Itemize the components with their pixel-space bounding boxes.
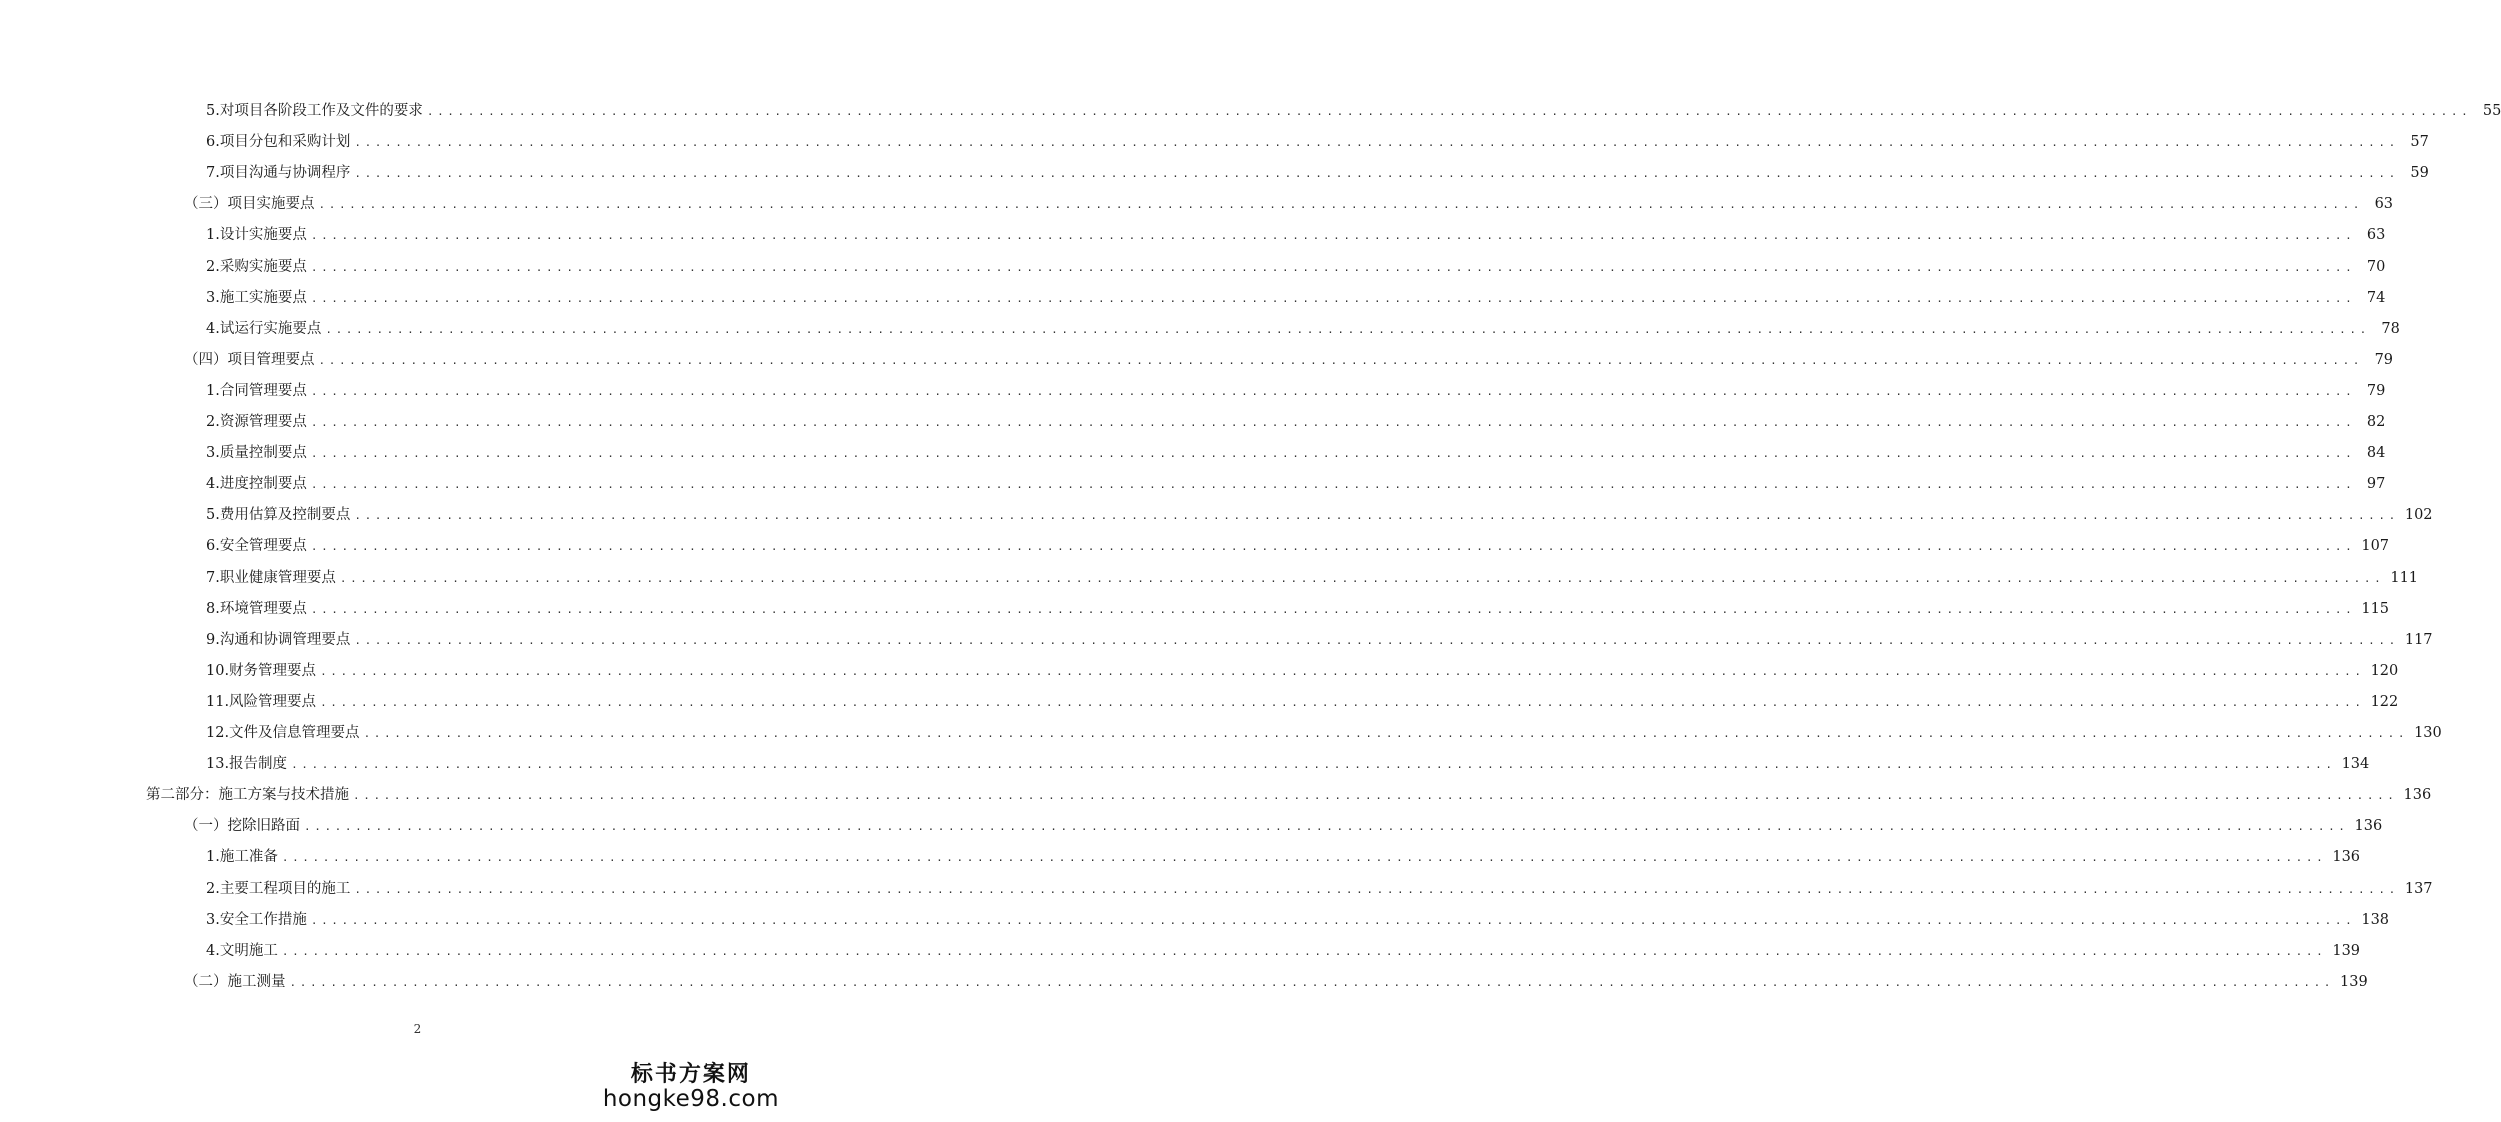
toc-entry-page: 79 xyxy=(2374,351,2394,368)
toc-entry-page: 102 xyxy=(2404,507,2433,524)
toc-leader-dots: ........................................................................................................................................................................................................ xyxy=(310,260,2356,274)
toc-entry xyxy=(206,691,2399,713)
toc-entry-label: （一）挖除旧路面 xyxy=(184,818,300,835)
toc-entry-label: 4.文明施工 xyxy=(206,942,278,959)
toc-entry-page: 120 xyxy=(2370,662,2399,679)
toc-entry-page: 97 xyxy=(2366,476,2386,493)
toc-entry-label: 3.安全工作措施 xyxy=(206,911,307,928)
toc-entry xyxy=(206,380,2386,402)
toc-entry xyxy=(206,131,2429,153)
toc-leader-dots: ........................................................................................................................................................................................................ xyxy=(426,105,2472,118)
toc-entry-page: 74 xyxy=(2366,289,2386,306)
toc-entry xyxy=(206,504,2433,526)
toc-entry-label: （三）项目实施要点 xyxy=(184,196,315,213)
toc-entry-label: 7.项目沟通与协调程序 xyxy=(206,165,351,182)
toc-leader-dots: ........................................................................................................................................................................................................ xyxy=(339,571,2385,585)
toc-entry-page: 111 xyxy=(2390,569,2419,586)
toc-entry xyxy=(206,660,2399,682)
toc-entry xyxy=(206,629,2433,651)
toc-leader-dots: ........................................................................................................................................................................................................ xyxy=(363,727,2409,740)
toc-leader-dots: ........................................................................................................................................................................................................ xyxy=(310,602,2356,616)
site-watermark-logo xyxy=(603,1057,779,1112)
toc-entry-label: 1.设计实施要点 xyxy=(206,227,307,244)
toc-entry-page: 57 xyxy=(2410,134,2429,151)
toc-leader-dots: ........................................................................................................................................................................................................ xyxy=(354,509,2399,523)
toc-entry xyxy=(206,940,2361,962)
toc-entry-label: 10.财务管理要点 xyxy=(206,662,317,679)
toc-leader-dots: ........................................................................................................................................................................................................ xyxy=(310,416,2356,429)
toc-entry-page: 55 xyxy=(2482,103,2501,119)
toc-entry-label: 2.采购实施要点 xyxy=(206,258,307,275)
toc-entry-label: 2.资源管理要点 xyxy=(206,414,307,430)
toc-entry-page: 136 xyxy=(2403,787,2432,804)
toc-entry xyxy=(206,753,2370,775)
toc-entry-label: 12.文件及信息管理要点 xyxy=(206,725,360,741)
toc-entry xyxy=(206,473,2386,495)
toc-entry-page: 136 xyxy=(2354,818,2383,835)
toc-leader-dots: ........................................................................................................................................................................................................ xyxy=(310,291,2356,305)
toc-section xyxy=(184,971,2368,993)
toc-leader-dots: ........................................................................................................................................................................................................ xyxy=(354,136,2399,150)
toc-leader-dots: ........................................................................................................................................................................................................ xyxy=(325,322,2370,336)
toc-leader-dots: ........................................................................................................................................................................................................ xyxy=(289,975,2335,989)
toc-part xyxy=(146,784,2432,806)
toc-section xyxy=(184,349,2394,371)
toc-entry-label: 5.对项目各阶段工作及文件的要求 xyxy=(206,103,423,119)
toc-entry-page: 139 xyxy=(2332,942,2361,959)
toc-leader-dots: ........................................................................................................................................................................................................ xyxy=(310,229,2356,243)
toc-entry-page: 138 xyxy=(2361,911,2390,928)
toc-entry-page: 70 xyxy=(2366,258,2386,275)
toc-entry-label: 3.施工实施要点 xyxy=(206,289,307,306)
toc-entry xyxy=(206,722,2442,744)
toc-entry-page: 84 xyxy=(2366,445,2386,462)
toc-entry xyxy=(206,256,2386,278)
toc-entry xyxy=(206,878,2433,900)
toc-leader-dots: ........................................................................................................................................................................................................ xyxy=(320,695,2365,709)
toc-entry-page: 137 xyxy=(2404,880,2433,897)
toc-leader-dots: ........................................................................................................................................................................................................ xyxy=(310,384,2356,398)
toc-entry-label: 13.报告制度 xyxy=(206,756,288,773)
toc-entry-label: 2.主要工程项目的施工 xyxy=(206,880,351,897)
toc-leader-dots: ........................................................................................................................................................................................................ xyxy=(310,913,2356,927)
toc-entry-label: 3.质量控制要点 xyxy=(206,445,307,462)
toc-entry-label: 第二部分：施工方案与技术措施 xyxy=(146,787,349,804)
toc-entry-page: 130 xyxy=(2414,725,2442,741)
toc-entry xyxy=(206,909,2390,931)
toc-entry xyxy=(206,535,2390,557)
toc-leader-dots: ........................................................................................................................................................................................................ xyxy=(354,167,2399,181)
toc-entry-page: 115 xyxy=(2361,600,2390,617)
toc-entry xyxy=(206,411,2386,433)
toc-leader-dots: ........................................................................................................................................................................................................ xyxy=(281,851,2327,865)
toc-entry-page: 78 xyxy=(2381,320,2400,337)
toc-entry-label: 4.试运行实施要点 xyxy=(206,320,322,337)
toc-entry xyxy=(206,846,2361,868)
toc-leader-dots: ........................................................................................................................................................................................................ xyxy=(310,447,2356,461)
toc-leader-dots: ........................................................................................................................................................................................................ xyxy=(318,198,2364,212)
toc-leader-dots: ........................................................................................................................................................................................................ xyxy=(291,758,2336,772)
toc-entry-label: 4.进度控制要点 xyxy=(206,476,307,493)
toc-entry xyxy=(206,162,2429,184)
toc-entry-page: 117 xyxy=(2404,631,2433,648)
toc-entry xyxy=(206,318,2400,340)
toc-entry-page: 59 xyxy=(2410,165,2429,182)
toc-entry-label: 11.风险管理要点 xyxy=(206,693,317,710)
toc-entry-label: （四）项目管理要点 xyxy=(184,351,315,368)
toc-entry-label: 7.职业健康管理要点 xyxy=(206,569,336,586)
toc-leader-dots: ........................................................................................................................................................................................................ xyxy=(320,664,2365,678)
toc-entry xyxy=(206,287,2386,309)
watermark-title: 标书方案网 xyxy=(630,1061,751,1087)
toc-entry-page: 107 xyxy=(2361,538,2390,555)
toc-entry xyxy=(206,442,2386,464)
toc-leader-dots: ........................................................................................................................................................................................................ xyxy=(353,789,2398,803)
toc-leader-dots: ........................................................................................................................................................................................................ xyxy=(354,882,2399,896)
toc-entry-label: 6.项目分包和采购计划 xyxy=(206,134,351,151)
toc-entry-page: 63 xyxy=(2366,227,2386,244)
toc-entry-label: 8.环境管理要点 xyxy=(206,600,307,617)
toc-entry-page: 63 xyxy=(2374,196,2394,213)
toc-leader-dots: ........................................................................................................................................................................................................ xyxy=(310,540,2356,554)
toc-entry xyxy=(206,567,2419,589)
toc-entry-label: 9.沟通和协调管理要点 xyxy=(206,631,351,648)
toc-entry-label: 1.施工准备 xyxy=(206,849,278,866)
toc-entry-label: 5.费用估算及控制要点 xyxy=(206,507,351,524)
toc-entry-page: 82 xyxy=(2366,414,2386,430)
toc-entry-page: 122 xyxy=(2370,693,2399,710)
toc-leader-dots: ........................................................................................................................................................................................................ xyxy=(304,820,2349,834)
toc-entry-label: （二）施工测量 xyxy=(184,973,286,990)
toc-leader-dots: ........................................................................................................................................................................................................ xyxy=(310,478,2356,492)
toc-entry-page: 134 xyxy=(2341,756,2370,773)
toc-section xyxy=(184,815,2383,837)
toc-leader-dots: ........................................................................................................................................................................................................ xyxy=(354,633,2399,647)
toc-entry xyxy=(206,598,2390,620)
toc-entry xyxy=(206,224,2386,246)
toc-entry-page: 139 xyxy=(2340,973,2368,990)
watermark-url: hongke98.com xyxy=(602,1086,779,1112)
page-number: 2 xyxy=(413,1022,422,1036)
toc-entry-page: 136 xyxy=(2332,849,2361,866)
toc-leader-dots: ........................................................................................................................................................................................................ xyxy=(318,353,2364,367)
toc-entry-label: 1.合同管理要点 xyxy=(206,382,307,399)
toc-section xyxy=(184,193,2394,215)
toc-leader-dots: ........................................................................................................................................................................................................ xyxy=(281,944,2327,958)
toc-entry xyxy=(206,100,2501,122)
toc-entry-label: 6.安全管理要点 xyxy=(206,538,307,555)
toc-entry-page: 79 xyxy=(2366,382,2386,399)
